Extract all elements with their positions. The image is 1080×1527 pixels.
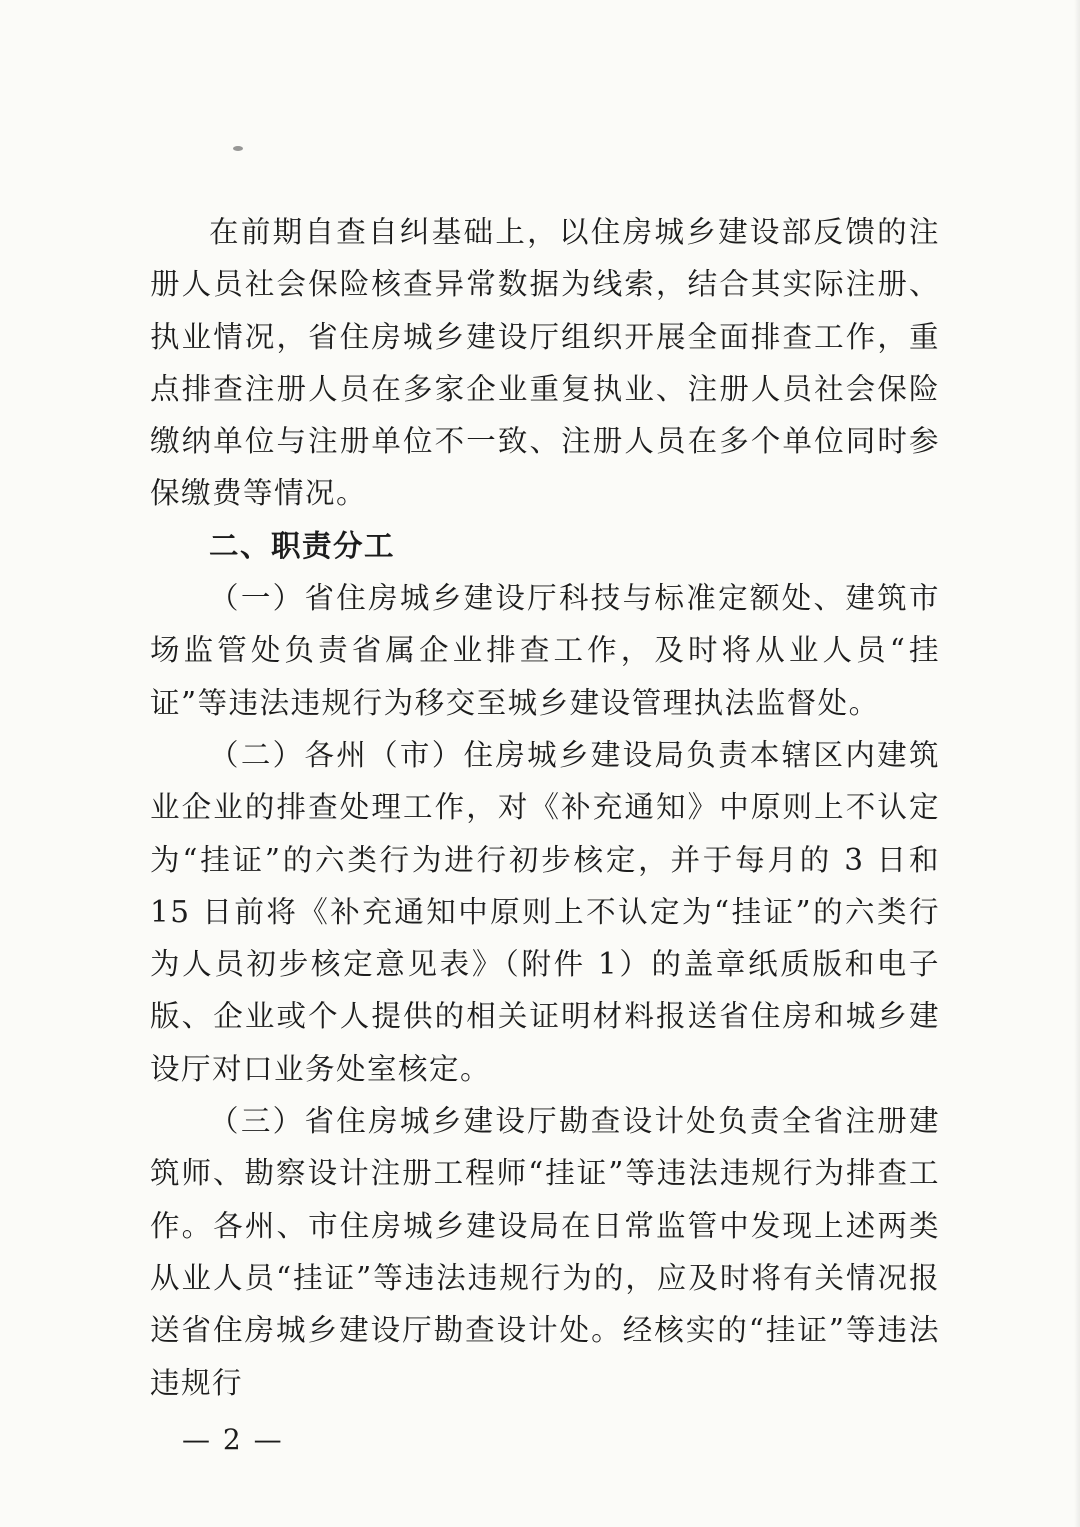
page-number: — 2 — xyxy=(182,1423,284,1456)
scan-edge-shadow xyxy=(1074,0,1080,1527)
document-body xyxy=(150,206,940,1409)
paragraph-item-one: （一）省住房城乡建设厅科技与标准定额处、建筑市场监管处负责省属企业排查工作，及时将从业人员“挂证”等违法违规行为移交至城乡建设管理执法监督处。 xyxy=(150,581,940,720)
paragraph-item-two: （二）各州（市）住房城乡建设局负责本辖区内建筑业企业的排查处理工作，对《补充通知》中原则上不认定为“挂证”的六类行为进行初步核定，并于每月的 3 日和 15 日前将《补充通知中原则上不认定为“挂证”的六类行为人员初步核定意见表》（附件 1）的盖章纸质版和电子版、企业或个人提供的相关证明材料报送省住房和城乡建设厅对口业务处室核定。 xyxy=(150,737,940,1086)
scan-speck xyxy=(233,146,243,151)
paragraph-item-three: （三）省住房城乡建设厅勘查设计处负责全省注册建筑师、勘察设计注册工程师“挂证”等违法违规行为排查工作。各州、市住房城乡建设局在日常监管中发现上述两类从业人员“挂证”等违法违规行为的，应及时将有关情况报送省住房城乡建设厅勘查设计处。经核实的“挂证”等违法违规行 xyxy=(150,1104,940,1400)
paragraph-investigation-scope: 在前期自查自纠基础上，以住房城乡建设部反馈的注册人员社会保险核查异常数据为线索，结合其实际注册、执业情况，省住房城乡建设厅组织开展全面排查工作，重点排查注册人员在多家企业重复执业、注册人员社会保险缴纳单位与注册单位不一致、注册人员在多个单位同时参保缴费等情况。 xyxy=(150,215,940,511)
section-heading-responsibilities: 二、职责分工 xyxy=(209,528,396,563)
